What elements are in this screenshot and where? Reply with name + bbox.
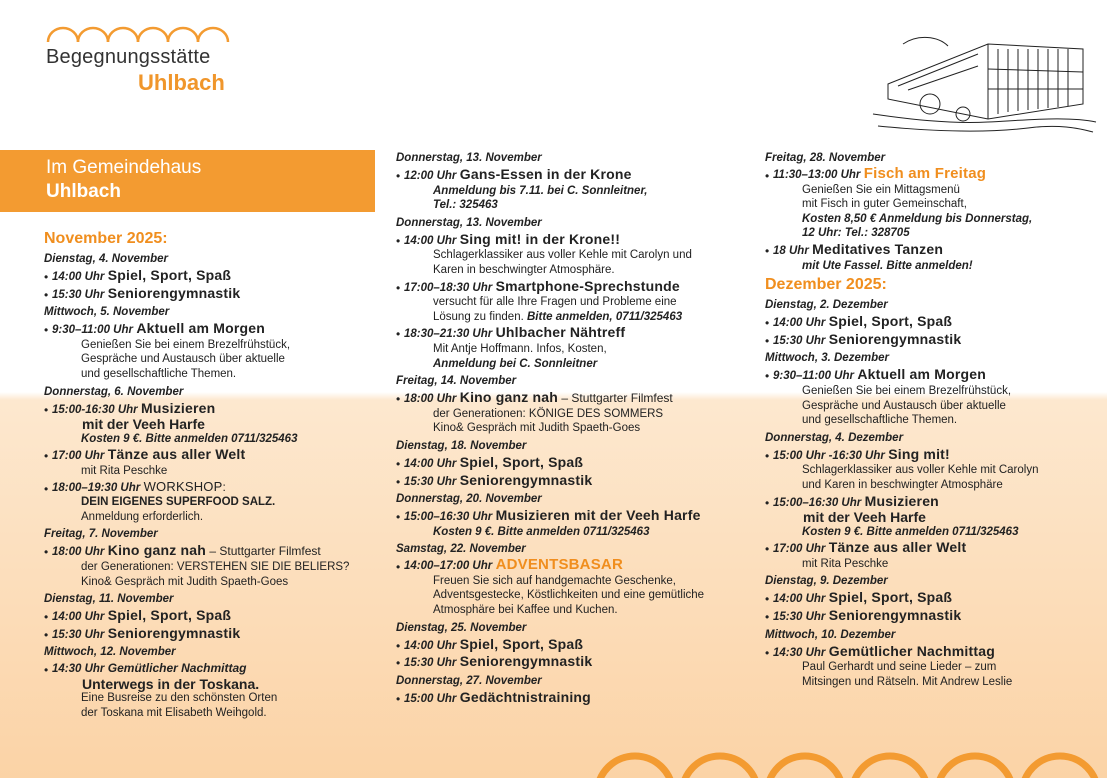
event-title: Gemütlicher Nachmittag	[107, 661, 247, 676]
event-description: Adventsgestecke, Köstlichkeiten und eine gemütliche	[433, 589, 705, 602]
event	[396, 473, 741, 490]
event-time: 15:00-16:30 Uhr	[52, 403, 138, 416]
month-heading: November 2025:	[44, 230, 168, 247]
event-description: Gespräche und Austausch über aktuelle	[802, 399, 1006, 412]
building-sketch-icon	[868, 24, 1098, 136]
event	[396, 508, 741, 525]
day-heading: Donnerstag, 6. November	[44, 385, 184, 398]
event-description: mit Fisch in guter Gemeinschaft,	[802, 198, 967, 211]
event-description-text: Lösung zu finden.	[433, 310, 524, 323]
event-time: 17:00 Uhr	[52, 450, 105, 463]
event	[396, 455, 741, 472]
event-title: Gans-Essen in der Krone	[459, 166, 632, 182]
event	[396, 690, 741, 707]
event-description: DEIN EIGENES SUPERFOOD SALZ.	[81, 496, 276, 509]
event	[396, 558, 741, 574]
event-title: Spiel, Sport, Spaß	[828, 313, 953, 330]
event-title: Spiel, Sport, Spaß	[107, 267, 232, 283]
event-title: Sing mit! in der Krone!!	[459, 230, 621, 247]
event-time: 14:00 Uhr	[404, 234, 457, 247]
event-title: Uhlbacher Nähtreff	[495, 324, 626, 341]
event-title: Smartphone-Sprechstunde	[495, 277, 680, 294]
event-time: 15:30 Uhr	[404, 657, 457, 670]
event	[765, 494, 1105, 511]
event-title: Kino ganz nah	[107, 542, 207, 559]
event-time: 14:00 Uhr	[773, 593, 826, 606]
event-time: 9:30–11:00 Uhr	[773, 370, 854, 383]
event-description: mit Rita Peschke	[81, 464, 168, 477]
event-title: Spiel, Sport, Spaß	[459, 453, 584, 470]
event	[765, 167, 1105, 183]
event-note: Tel.: 325463	[433, 199, 498, 212]
event	[396, 167, 741, 184]
event-title: WORKSHOP	[143, 478, 223, 494]
day-heading: Dienstag, 11. November	[44, 593, 174, 606]
event-title: Musizieren	[141, 399, 216, 416]
day-heading: Donnerstag, 4. Dezember	[765, 431, 904, 444]
month-heading: Dezember 2025:	[765, 276, 887, 294]
event-time: 15:30 Uhr	[52, 288, 105, 301]
day-heading: Donnerstag, 13. November	[396, 216, 542, 229]
event-description: Genießen Sie bei einem Brezelfrühstück,	[802, 384, 1012, 397]
schedule-column-2	[396, 148, 741, 706]
day-heading: Mittwoch, 12. November	[44, 646, 176, 659]
event-time: 11:30–13:00 Uhr	[773, 169, 861, 181]
event-title: Spiel, Sport, Spaß	[459, 635, 584, 652]
event	[765, 242, 1105, 259]
event-title-continued: mit der Veeh Harfe	[82, 416, 205, 433]
event-title: Aktuell am Morgen	[857, 366, 986, 383]
event-time: 14:00 Uhr	[404, 639, 457, 652]
event	[44, 268, 374, 285]
event	[44, 447, 374, 464]
event-description: der Generationen: KÖNIGE DES SOMMERS	[433, 407, 664, 420]
event	[44, 608, 374, 625]
day-heading: Dienstag, 2. Dezember	[765, 299, 888, 312]
event-note: 12 Uhr: Tel.: 328705	[802, 227, 910, 240]
day-heading: Donnerstag, 20. November	[396, 493, 542, 506]
day-heading: Samstag, 22. November	[396, 543, 526, 556]
event-title-continued: mit der Veeh Harfe	[803, 509, 926, 526]
event-description: Schlagerklassiker aus voller Kehle mit Carolyn	[802, 464, 1039, 477]
event-title: Seniorengymnastik	[459, 471, 593, 488]
event-time: 15:30 Uhr	[404, 475, 457, 488]
event-title: Spiel, Sport, Spaß	[828, 589, 953, 606]
day-heading: Dienstag, 4. November	[44, 253, 168, 265]
day-heading: Donnerstag, 13. November	[396, 152, 542, 164]
event	[44, 543, 374, 560]
event-time: 15:30 Uhr	[773, 334, 826, 347]
event	[44, 626, 374, 643]
event	[44, 286, 374, 303]
event-subtitle: – Stuttgarter Filmfest	[558, 391, 673, 406]
event-description: und Karen in beschwingter Atmosphäre	[802, 478, 1003, 491]
event	[765, 332, 1105, 349]
event-time: 12:00 Uhr	[404, 170, 457, 182]
location-banner	[0, 150, 375, 212]
event	[765, 314, 1105, 331]
event-description: versucht für alle Ihre Fragen und Probleme eine	[433, 296, 677, 309]
event-title: Seniorengymnastik	[459, 653, 593, 670]
event-description: und gesellschaftliche Themen.	[802, 414, 958, 427]
banner-line-1: Im Gemeindehaus	[46, 157, 202, 178]
day-heading: Dienstag, 25. November	[396, 621, 527, 634]
event-title: Aktuell am Morgen	[136, 320, 265, 337]
event-title: Seniorengymnastik	[828, 330, 962, 347]
event-description: Genießen Sie ein Mittagsmenü	[802, 183, 960, 196]
event-description: Kino& Gespräch mit Judith Spaeth-Goes	[81, 575, 289, 588]
event-note: Kosten 9 €. Bitte anmelden 0711/325463	[81, 432, 298, 445]
logo	[46, 24, 246, 104]
event-time: 14:00 Uhr	[404, 457, 457, 470]
event-time: 15:30 Uhr	[773, 611, 826, 624]
event-title: Sing mit!	[888, 445, 950, 462]
event-title: Tänze aus aller Welt	[107, 446, 246, 463]
event-description: Anmeldung erforderlich.	[81, 510, 204, 523]
event-title: Gedächtnistraining	[459, 688, 591, 705]
event-note: Anmeldung bei C. Sonnleitner	[433, 357, 598, 370]
event-title: Kino ganz nah	[459, 389, 559, 406]
event-title: Gemütlicher Nachmittag	[828, 642, 995, 659]
event	[44, 661, 374, 677]
event	[396, 232, 741, 249]
event-title: Seniorengymnastik	[107, 284, 241, 301]
day-heading: Freitag, 7. November	[44, 528, 158, 541]
event-subtitle: – Stuttgarter Filmfest	[206, 544, 321, 559]
schedule-column-3	[765, 148, 1105, 689]
event-description: Gespräche und Austausch über aktuelle	[81, 353, 285, 366]
event-note: Kosten 9 €. Bitte anmelden 0711/325463	[433, 525, 650, 538]
day-heading: Dienstag, 18. November	[396, 439, 527, 452]
event-time: 14:00 Uhr	[52, 271, 105, 283]
event-description: mit Rita Peschke	[802, 557, 889, 570]
event-description: Eine Busreise zu den schönsten Orten	[81, 692, 278, 705]
logo-line-1: Begegnungsstätte	[46, 46, 211, 68]
event-time: 15:00 Uhr	[404, 692, 457, 705]
event-time: 14:30 Uhr	[52, 663, 105, 676]
event	[44, 321, 374, 338]
event	[765, 447, 1105, 464]
day-heading: Freitag, 14. November	[396, 375, 517, 388]
event-title: Fisch am Freitag	[863, 165, 987, 182]
day-heading: Mittwoch, 3. Dezember	[765, 352, 889, 365]
schedule-column-1	[44, 227, 374, 721]
logo-arches-icon	[46, 24, 231, 44]
logo-line-2: Uhlbach	[138, 70, 225, 95]
event-time: 18:30–21:30 Uhr	[404, 328, 493, 341]
event	[765, 367, 1105, 384]
banner-line-2: Uhlbach	[46, 181, 121, 202]
event-time: 9:30–11:00 Uhr	[52, 324, 133, 337]
event-title: Musizieren	[864, 492, 939, 509]
event	[765, 608, 1105, 625]
event-description: Karen in beschwingter Atmosphäre.	[433, 263, 615, 276]
event	[396, 279, 741, 296]
event	[44, 401, 374, 418]
day-heading: Donnerstag, 27. November	[396, 674, 542, 687]
event	[396, 654, 741, 671]
event-title-continued: Unterwegs in der Toskana.	[82, 675, 260, 692]
event-time: 15:30 Uhr	[52, 628, 105, 641]
event-time: 17:00 Uhr	[773, 543, 826, 556]
event-description: Atmosphäre bei Kaffee und Kuchen.	[433, 604, 618, 617]
event	[396, 637, 741, 654]
day-heading: Freitag, 28. November	[765, 152, 886, 164]
event-time: 14:00 Uhr	[52, 611, 105, 624]
event-time: 18:00 Uhr	[52, 546, 105, 559]
event-time: 14:00–17:00 Uhr	[404, 560, 493, 573]
event-note: Kosten 9 €. Bitte anmelden 0711/325463	[802, 525, 1019, 538]
day-heading: Dienstag, 9. Dezember	[765, 575, 888, 588]
event-description: Mitsingen und Rätseln. Mit Andrew Leslie	[802, 675, 1013, 688]
event-time: 14:30 Uhr	[773, 646, 826, 659]
event-description	[396, 310, 741, 325]
event	[765, 590, 1105, 607]
event-description: der Generationen: VERSTEHEN SIE DIE BELIERS?	[81, 560, 350, 573]
event-title: Musizieren mit der Veeh Harfe	[495, 507, 701, 524]
event-note: Bitte anmelden, 0711/325463	[527, 310, 683, 323]
event-description: und gesellschaftliche Themen.	[81, 367, 237, 380]
event-title: Tänze aus aller Welt	[828, 539, 967, 556]
event-description: Schlagerklassiker aus voller Kehle mit Carolyn und	[433, 249, 692, 262]
event-description: Kino& Gespräch mit Judith Spaeth-Goes	[433, 422, 641, 435]
event-title: Seniorengymnastik	[107, 624, 241, 641]
event-time: 18 Uhr	[773, 244, 809, 257]
event-time: 15:00–16:30 Uhr	[773, 496, 862, 509]
decorative-rings-icon	[590, 752, 1107, 778]
event-description: der Toskana mit Elisabeth Weihgold.	[81, 707, 267, 720]
event-description: Freuen Sie sich auf handgemachte Geschenke,	[433, 574, 676, 587]
event-description: Paul Gerhardt und seine Lieder – zum	[802, 661, 997, 674]
event	[765, 644, 1105, 661]
event-description: Mit Antje Hoffmann. Infos, Kosten,	[433, 342, 607, 355]
event-note: Kosten 8,50 € Anmeldung bis Donnerstag,	[802, 212, 1033, 225]
day-heading: Mittwoch, 10. Dezember	[765, 628, 896, 641]
event-time: 15:00–16:30 Uhr	[404, 511, 493, 524]
event-note: Anmeldung bis 7.11. bei C. Sonnleitner,	[433, 184, 648, 197]
event	[765, 540, 1105, 557]
event-title: Meditatives Tanzen	[812, 240, 944, 257]
event-note: mit Ute Fassel. Bitte anmelden!	[802, 259, 973, 272]
event-time: 18:00–19:30 Uhr	[52, 481, 141, 494]
day-heading: Mittwoch, 5. November	[44, 306, 170, 319]
event-title: Seniorengymnastik	[828, 607, 962, 624]
event-title: ADVENTSBASAR	[495, 556, 623, 574]
event-time: 17:00–18:30 Uhr	[404, 281, 493, 294]
event-title: Spiel, Sport, Spaß	[107, 607, 232, 624]
event-time: 15:00 Uhr -16:30 Uhr	[773, 449, 885, 462]
event	[396, 325, 741, 342]
event	[396, 390, 741, 407]
event-time: 14:00 Uhr	[773, 317, 826, 330]
event-time: 18:00 Uhr	[404, 393, 457, 406]
event: • 18:00–19:30 Uhr WORKSHOP:	[44, 480, 374, 496]
event-description: Genießen Sie bei einem Brezelfrühstück,	[81, 338, 291, 351]
